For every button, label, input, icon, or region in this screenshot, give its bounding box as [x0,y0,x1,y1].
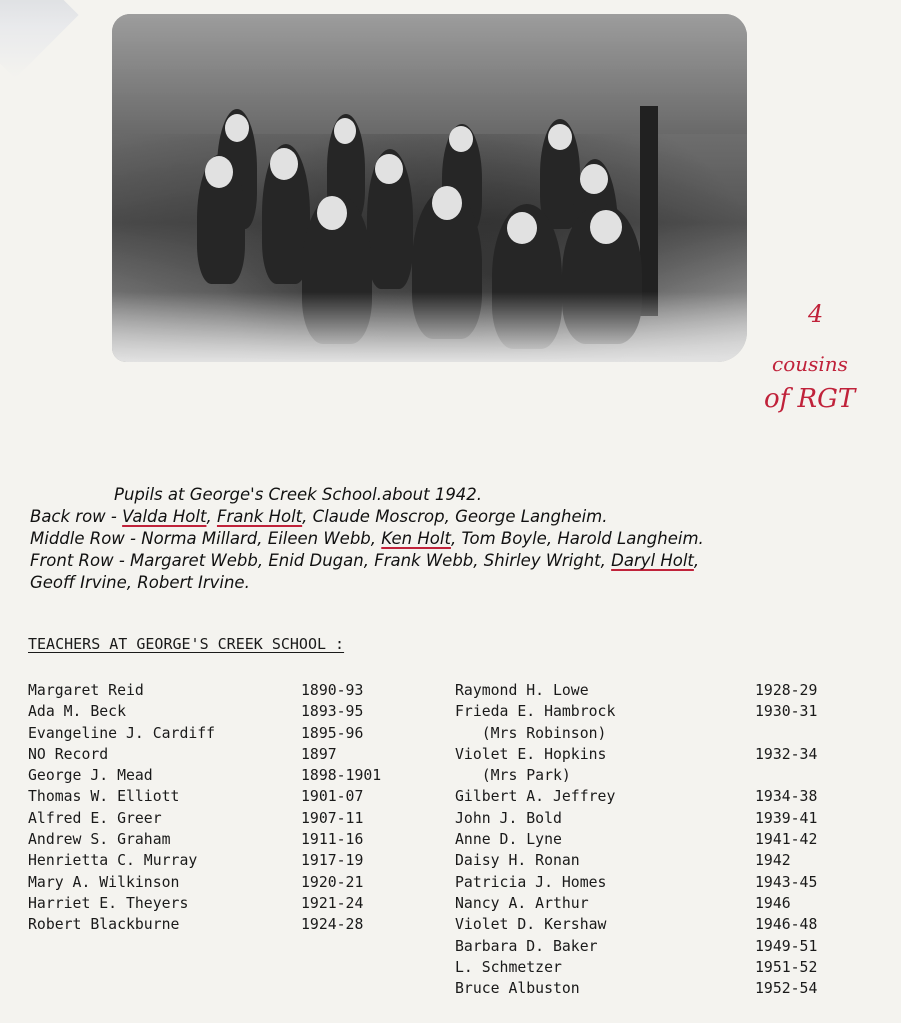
pupil-name: Margaret Webb [130,551,258,570]
photo-caption [30,484,880,594]
teachers-list-left [28,680,428,936]
school-group-photo [112,14,747,362]
teacher-name: NO Record [28,745,109,763]
photo-child-face [205,156,233,188]
teacher-name: L. Schmetzer [455,958,562,976]
teacher-row [28,786,428,807]
pupil-name: Valda Holt [122,507,207,526]
teacher-years: 1941-42 [755,831,818,849]
teacher-row [455,850,875,871]
pupil-name: Shirley Wright [483,551,601,570]
row-label: Middle Row - [30,529,142,548]
teachers-heading: TEACHERS AT GEORGE'S CREEK SCHOOL : [28,635,345,653]
teacher-years: 1920-21 [301,873,364,891]
photo-child-face [270,148,298,180]
photo-child-face [507,212,537,244]
teacher-row [28,808,428,829]
note-number: 4 [808,300,824,328]
teacher-name: Anne D. Lyne [455,831,562,849]
teacher-row [455,744,875,765]
pupil-name: George Langheim. [455,507,608,526]
pupil-name: Norma Millard [141,529,258,548]
teacher-years: 1898-1901 [301,767,382,785]
caption-back-row: Back row - Valda Holt, Frank Holt, Claude Moscrop, George Langheim. [30,507,608,526]
photo-child-face [334,118,356,144]
teacher-name: Daisy H. Ronan [455,852,580,870]
teachers-list-right [455,680,875,999]
teacher-row [455,978,875,999]
caption-middle-row: Middle Row - Norma Millard, Eileen Webb, Ken Holt, Tom Boyle, Harold Langheim. [30,529,704,548]
teacher-years: 1932-34 [755,745,818,763]
photo-child-face [432,186,462,220]
photo-child-face [548,124,572,150]
caption-front-row: Front Row - Margaret Webb, Enid Dugan, Frank Webb, Shirley Wright, Daryl Holt, [30,551,700,570]
teacher-row [455,957,875,978]
teacher-row [28,765,428,786]
teacher-years: 1952-54 [755,980,818,998]
teacher-row [455,723,875,744]
teacher-years: 1951-52 [755,958,818,976]
teacher-name: Violet D. Kershaw [455,916,607,934]
teacher-years: 1893-95 [301,703,364,721]
teacher-years: 1949-51 [755,937,818,955]
teacher-name: John J. Bold [455,809,562,827]
teacher-row [455,786,875,807]
teacher-row [455,829,875,850]
teacher-name: Evangeline J. Cardiff [28,724,216,742]
caption-front-row-cont: Geoff Irvine, Robert Irvine. [30,573,250,592]
teacher-name: Ada M. Beck [28,703,126,721]
teacher-row [28,701,428,722]
teacher-row [28,723,428,744]
teacher-row [28,914,428,935]
teacher-row [28,893,428,914]
teacher-years: 1934-38 [755,788,818,806]
page-corner-fold [0,0,79,79]
teacher-row [28,680,428,701]
pupil-name: Claude Moscrop [312,507,445,526]
teacher-row [455,872,875,893]
teacher-row [455,680,875,701]
pupil-name: Frank Holt [216,507,303,526]
teacher-name: Bruce Albuston [455,980,580,998]
teacher-name: Margaret Reid [28,682,144,699]
pupil-name: Enid Dugan [268,551,364,570]
teacher-row [28,829,428,850]
teacher-name: Patricia J. Homes [455,873,607,891]
teacher-name: Barbara D. Baker [455,937,598,955]
teacher-years: 1907-11 [301,809,364,827]
pupil-name: Harold Langheim. [557,529,704,548]
teacher-row [28,850,428,871]
teacher-name: Nancy A. Arthur [455,894,589,912]
photo-child-face [225,114,249,142]
teacher-years: 1911-16 [301,831,364,849]
row-label: Front Row - [30,551,131,570]
teacher-name: Mary A. Wilkinson [28,873,180,891]
teacher-name: Harriet E. Theyers [28,894,189,912]
teacher-years: 1895-96 [301,724,364,742]
teacher-name: (Mrs Robinson) [455,724,607,742]
teacher-row [455,893,875,914]
teacher-row [455,936,875,957]
teacher-name: Raymond H. Lowe [455,682,589,699]
photo-child-face [375,154,403,184]
teacher-name: George J. Mead [28,767,153,785]
teacher-years: 1917-19 [301,852,364,870]
teacher-years: 1946-48 [755,916,818,934]
caption-title: Pupils at George's Creek School.about 1942. [114,485,483,504]
teacher-row [28,744,428,765]
photo-child-face [317,196,347,230]
pupil-name: Eileen Webb [267,529,371,548]
teacher-years: 1930-31 [755,703,818,721]
teacher-name: Thomas W. Elliott [28,788,180,806]
pupil-name: Tom Boyle [461,529,547,548]
photo-ground [112,292,747,362]
teacher-years: 1897 [301,745,337,763]
teacher-name: Andrew S. Graham [28,831,171,849]
pupil-name: Daryl Holt [611,551,694,570]
photo-child-face [590,210,622,244]
teacher-row [28,872,428,893]
teacher-row [455,701,875,722]
teacher-row [455,765,875,786]
pupil-name: Ken Holt [381,529,451,548]
teacher-years: 1939-41 [755,809,818,827]
teacher-years: 1942 [755,852,791,870]
teacher-name: Alfred E. Greer [28,809,162,827]
note-line-1: cousins [772,352,848,376]
teacher-name: Violet E. Hopkins [455,745,607,763]
teacher-name: Robert Blackburne [28,916,180,934]
photo-child-face [580,164,608,194]
pupil-name: Frank Webb [374,551,474,570]
teacher-name: (Mrs Park) [455,767,571,785]
teacher-years: 1943-45 [755,873,818,891]
teacher-row [455,914,875,935]
teacher-years: 1924-28 [301,916,364,934]
teacher-years: 1901-07 [301,788,364,806]
row-label: Back row - [30,507,123,526]
teacher-name: Frieda E. Hambrock [455,703,616,721]
teacher-name: Gilbert A. Jeffrey [455,788,616,806]
teacher-name: Henrietta C. Murray [28,852,198,870]
teacher-years: 1890-93 [301,682,364,699]
note-line-2: of RGT [764,384,856,414]
teacher-years: 1921-24 [301,894,364,912]
photo-child-face [449,126,473,152]
teacher-row [455,808,875,829]
photo-fence-post [640,106,658,316]
teacher-years: 1928-29 [755,682,818,699]
teacher-years: 1946 [755,894,791,912]
